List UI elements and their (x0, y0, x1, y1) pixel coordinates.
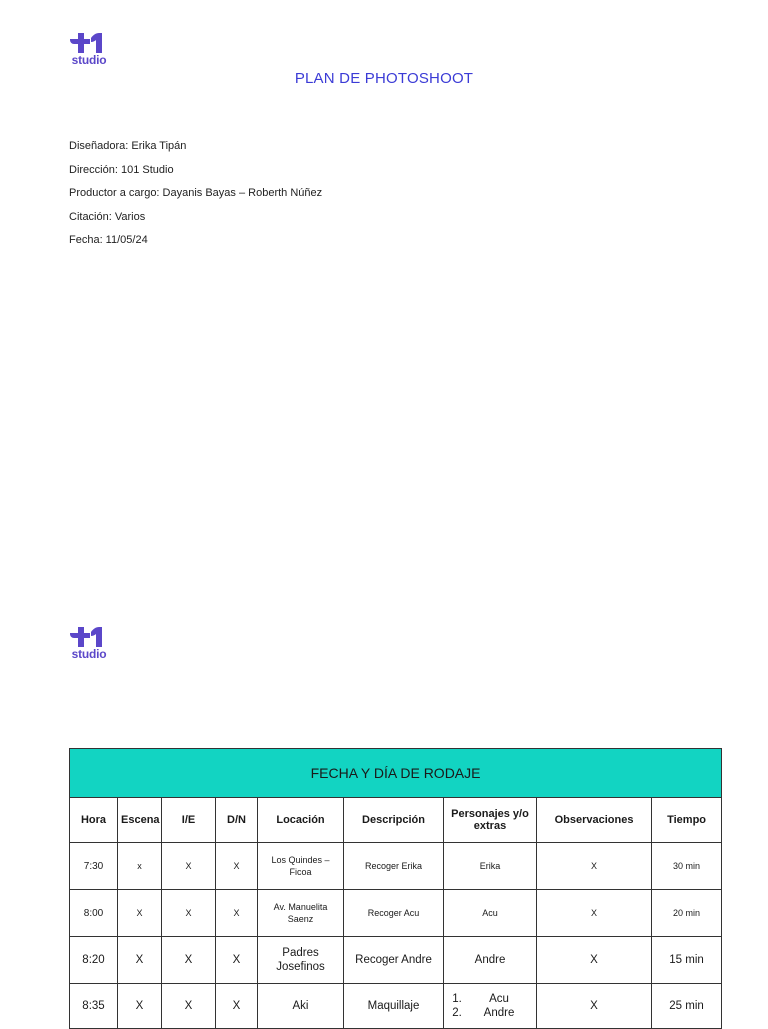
studio-logo (69, 32, 109, 68)
meta-call-time: Citación: Varios (69, 210, 146, 223)
table-row (70, 890, 722, 937)
cell-descripcion: Recoger Acu (344, 890, 444, 937)
cell-ie: X (162, 890, 216, 937)
table-row (70, 937, 722, 984)
cell-locacion: Aki (258, 984, 344, 1029)
cell-locacion: Padres Josefinos (258, 937, 344, 984)
meta-producer: Productor a cargo: Dayanis Bayas – Roberth Núñez (69, 187, 323, 199)
cell-descripcion: Recoger Andre (344, 937, 444, 984)
brand-mark-icon (69, 32, 109, 54)
cell-dn: X (216, 937, 258, 984)
cell-observaciones: X (537, 937, 652, 984)
meta-direction: Dirección: 101 Studio (69, 163, 174, 176)
personajes-list (447, 992, 533, 1020)
table-banner-row (70, 749, 722, 798)
shooting-schedule-table (69, 748, 722, 1029)
cell-observaciones: X (537, 984, 652, 1029)
document-meta (69, 138, 322, 256)
table-row (70, 843, 722, 890)
cell-dn: X (216, 984, 258, 1029)
cell-hora: 7:30 (70, 843, 118, 890)
meta-date: Fecha: 11/05/24 (69, 234, 148, 246)
cell-dn: X (216, 890, 258, 937)
cell-tiempo: 25 min (652, 984, 722, 1029)
cell-tiempo: 15 min (652, 937, 722, 984)
col-header-dn: D/N (216, 798, 258, 843)
col-header-ie: I/E (162, 798, 216, 843)
col-header-personajes: Personajes y/o extras (444, 798, 537, 843)
studio-logo (69, 626, 109, 662)
cell-locacion: Los Quindes – Ficoa (258, 843, 344, 890)
brand-mark-icon (69, 626, 109, 648)
col-header-escena: Escena (118, 798, 162, 843)
cell-personajes (444, 984, 537, 1029)
page-title: PLAN DE PHOTOSHOOT (294, 70, 474, 87)
cell-dn: X (216, 843, 258, 890)
table-header-row (70, 798, 722, 843)
cell-escena: X (118, 937, 162, 984)
cell-personajes: Andre (444, 937, 537, 984)
cell-descripcion: Recoger Erika (344, 843, 444, 890)
col-header-tiempo: Tiempo (652, 798, 722, 843)
cell-ie: X (162, 937, 216, 984)
cell-ie: X (162, 843, 216, 890)
cell-descripcion: Maquillaje (344, 984, 444, 1029)
logo-wordmark: studio (71, 53, 107, 67)
col-header-hora: Hora (70, 798, 118, 843)
cell-hora: 8:20 (70, 937, 118, 984)
cell-personajes: Acu (444, 890, 537, 937)
cell-personajes: Erika (444, 843, 537, 890)
cell-tiempo: 20 min (652, 890, 722, 937)
col-header-locacion: Locación (258, 798, 344, 843)
cell-tiempo: 30 min (652, 843, 722, 890)
cell-hora: 8:00 (70, 890, 118, 937)
cell-escena: x (118, 843, 162, 890)
cell-escena: X (118, 890, 162, 937)
cell-observaciones: X (537, 843, 652, 890)
list-item: 2. Andre (465, 1006, 533, 1020)
meta-designer: Diseñadora: Erika Tipán (69, 140, 187, 152)
table-banner: FECHA Y DÍA DE RODAJE (70, 749, 722, 798)
cell-ie: X (162, 984, 216, 1029)
cell-observaciones: X (537, 890, 652, 937)
logo-wordmark: studio (71, 647, 107, 661)
cell-escena: X (118, 984, 162, 1029)
col-header-descripcion: Descripción (344, 798, 444, 843)
list-item: 1. Acu (465, 992, 533, 1006)
col-header-observaciones: Observaciones (537, 798, 652, 843)
cell-hora: 8:35 (70, 984, 118, 1029)
cell-locacion: Av. Manuelita Saenz (258, 890, 344, 937)
table-row (70, 984, 722, 1029)
